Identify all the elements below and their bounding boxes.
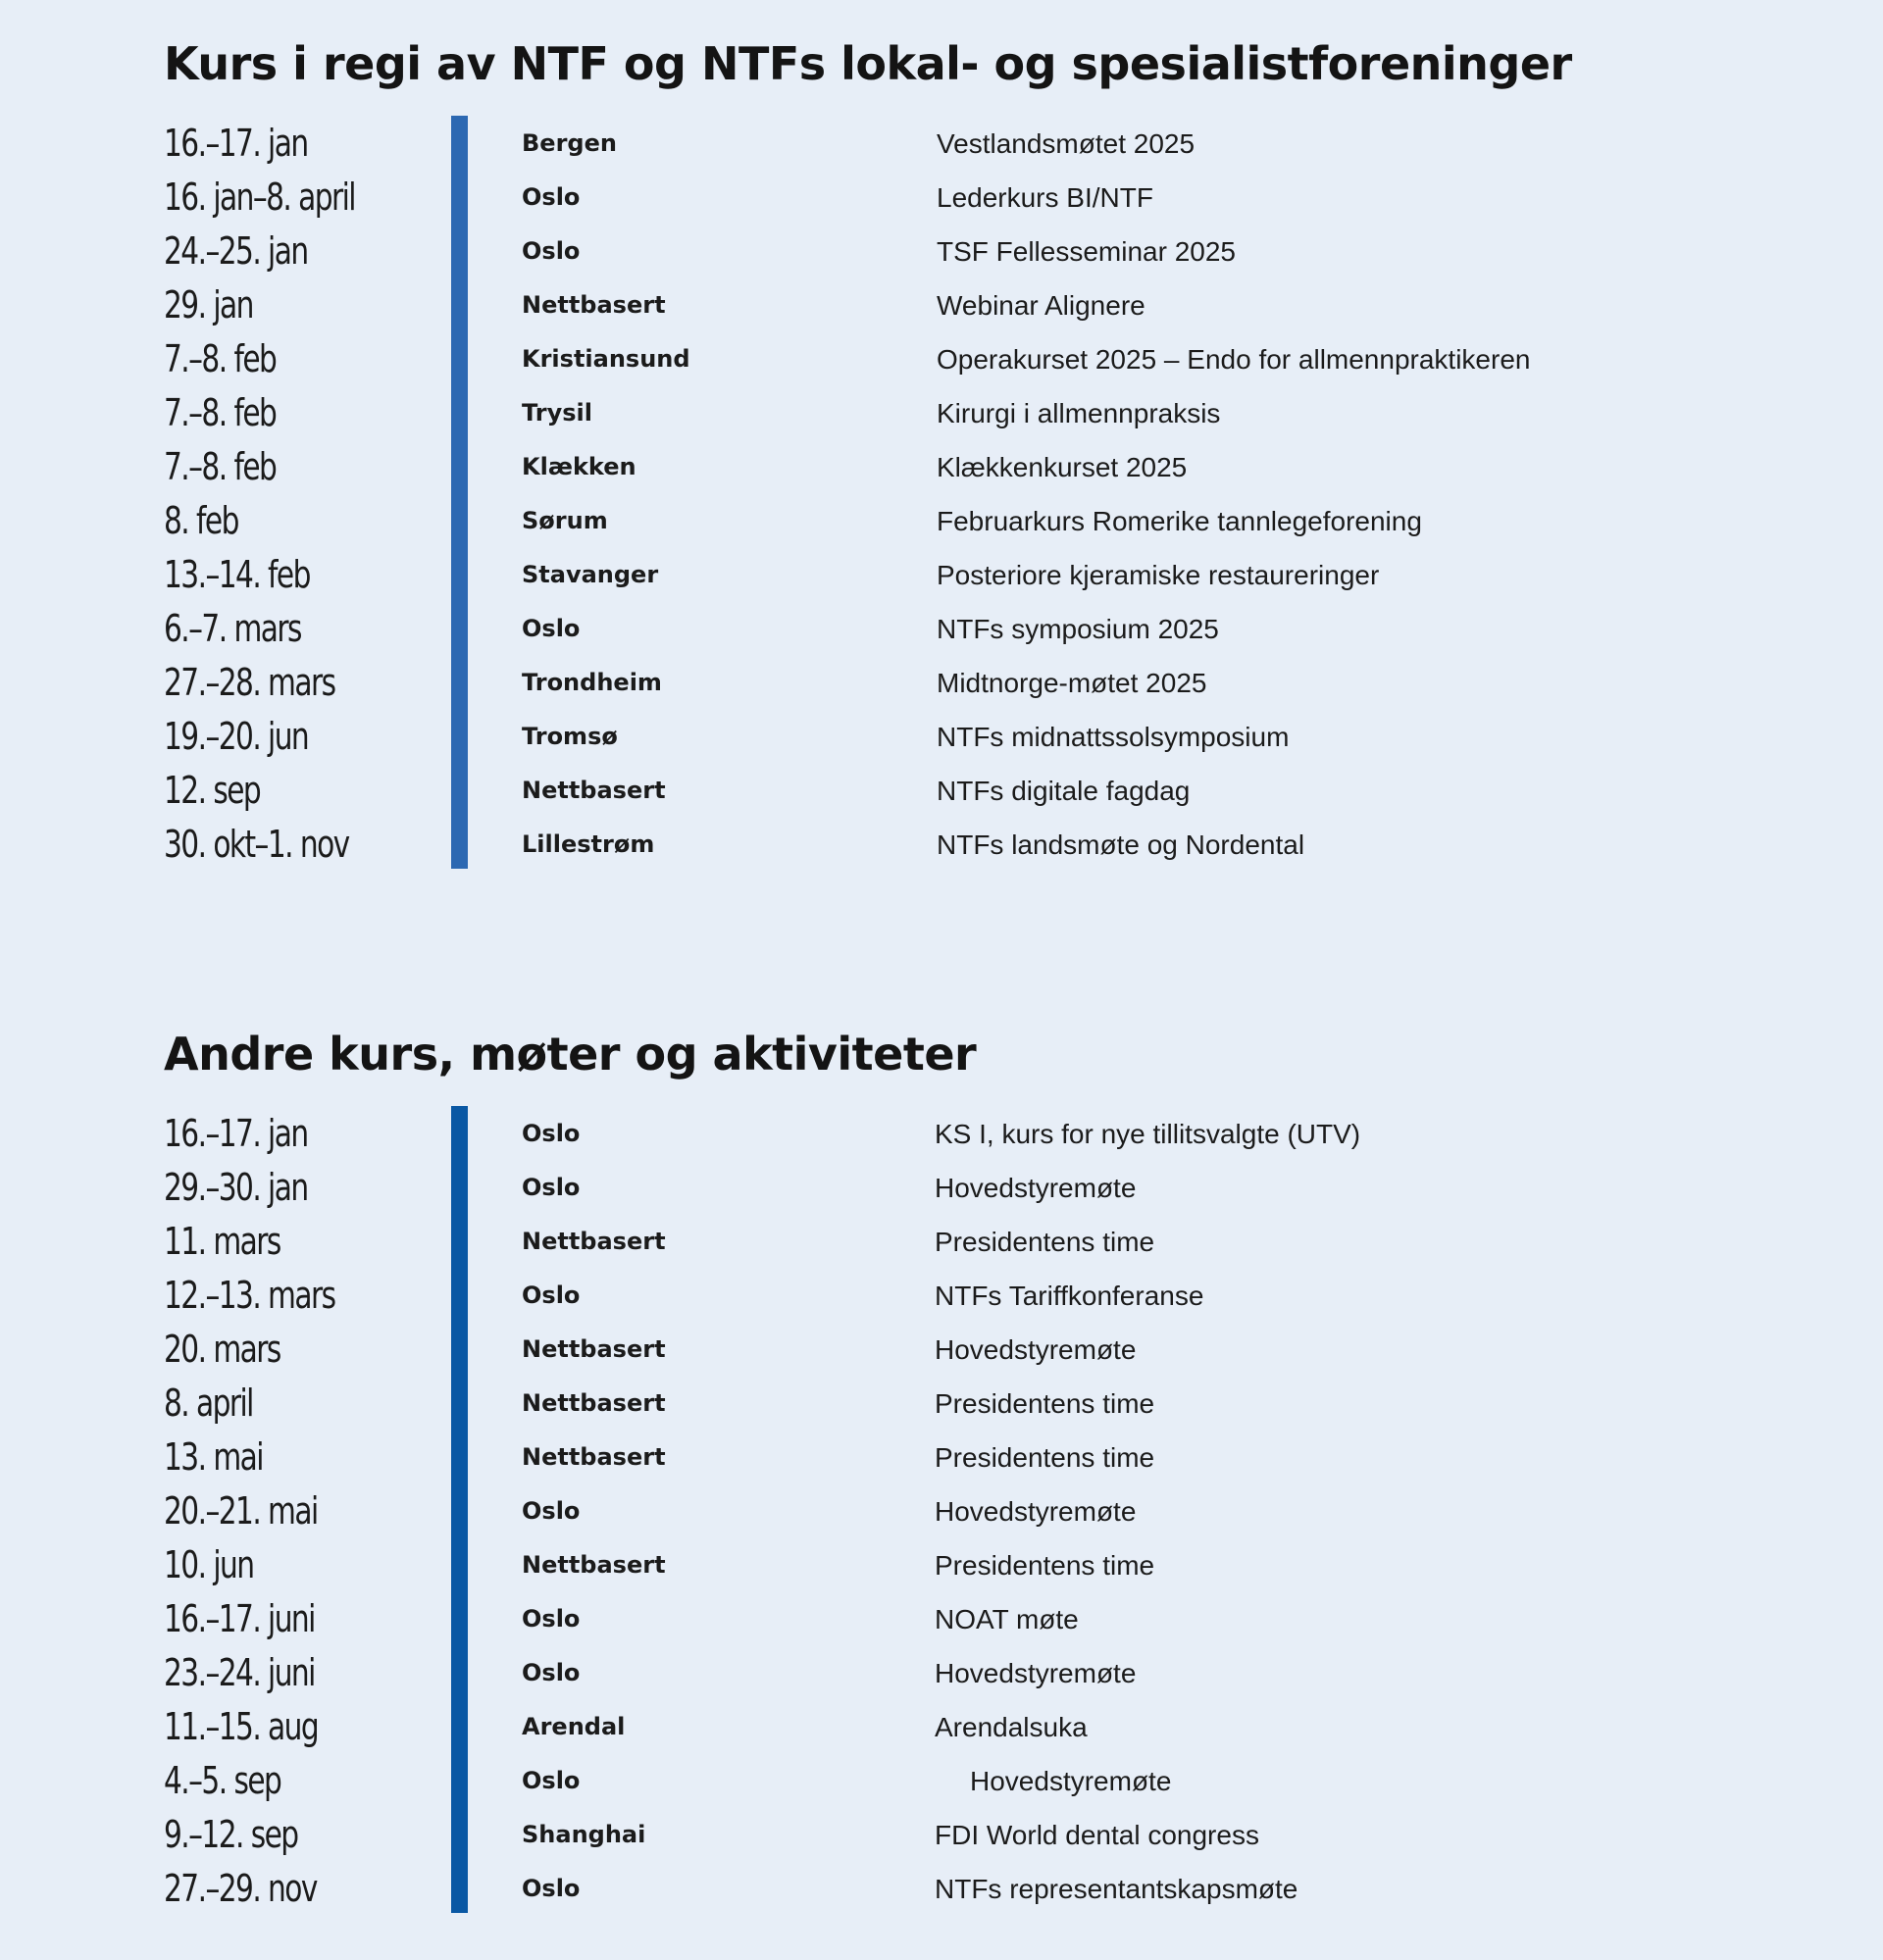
event-title: Februarkurs Romerike tannlegeforening [937,506,1422,536]
list-item [0,1431,1883,1484]
event-title: NTFs landsmøte og Nordental [937,829,1305,860]
event-title: Presidentens time [935,1227,1155,1257]
event-date: 19.–20. jun [164,715,309,758]
event-title: KS I, kurs for nye tillitsvalgte (UTV) [935,1119,1361,1149]
event-title: Hovedstyremøte [935,1496,1137,1527]
event-place: Klækken [522,453,636,480]
list-item [0,386,1883,440]
event-title: Hovedstyremøte [935,1658,1137,1688]
event-date: 6.–7. mars [164,607,301,650]
event-date: 8. feb [164,499,238,542]
event-place: Nettbasert [522,1228,666,1255]
event-date: 29.–30. jan [164,1166,308,1209]
event-date: 16.–17. juni [164,1597,315,1640]
event-date: 16.–17. jan [164,1112,308,1155]
event-place: Tromsø [522,723,618,750]
list-item [0,1808,1883,1862]
list-item [0,1700,1883,1754]
list-item [0,332,1883,386]
list-item [0,548,1883,602]
event-title: NTFs midnattssolsymposium [937,722,1290,752]
event-date: 24.–25. jan [164,229,308,273]
event-place: Trysil [522,399,592,427]
event-date: 12. sep [164,769,261,812]
event-date: 4.–5. sep [164,1759,281,1802]
event-date: 11.–15. aug [164,1705,319,1748]
event-date: 12.–13. mars [164,1274,335,1317]
event-title: Hovedstyremøte [970,1766,1172,1796]
event-date: 27.–29. nov [164,1867,317,1910]
event-place: Nettbasert [522,291,666,319]
event-title: Kirurgi i allmennpraksis [937,398,1221,428]
event-place: Arendal [522,1713,626,1740]
list-item [0,494,1883,548]
section-title: Andre kurs, møter og aktiviteter [164,1028,977,1081]
event-date: 30. okt–1. nov [164,823,349,866]
event-place: Stavanger [522,561,659,588]
event-date: 20. mars [164,1328,280,1371]
event-date: 27.–28. mars [164,661,335,704]
event-title: Presidentens time [935,1550,1155,1581]
section-title: Kurs i regi av NTF og NTFs lokal- og spesialistforeninger [164,37,1572,90]
list-item [0,1377,1883,1431]
list-item [0,278,1883,332]
event-place: Sørum [522,507,608,534]
event-date: 9.–12. sep [164,1813,298,1856]
event-title: TSF Fellesseminar 2025 [937,236,1237,267]
event-title: Vestlandsmøtet 2025 [937,128,1196,159]
list-item [0,1484,1883,1538]
list-item [0,1107,1883,1161]
list-item [0,117,1883,171]
event-title: NTFs Tariffkonferanse [935,1281,1204,1311]
event-title: Midtnorge-møtet 2025 [937,668,1207,698]
event-place: Nettbasert [522,1551,666,1579]
list-item [0,440,1883,494]
list-item [0,602,1883,656]
list-item [0,1161,1883,1215]
event-place: Oslo [522,1174,581,1201]
event-title: Lederkurs BI/NTF [937,182,1153,213]
event-place: Nettbasert [522,1443,666,1471]
event-date: 29. jan [164,283,253,327]
event-place: Nettbasert [522,1389,666,1417]
list-item [0,225,1883,278]
event-date: 16. jan–8. april [164,176,355,219]
event-place: Trondheim [522,669,662,696]
event-place: Oslo [522,1659,581,1686]
event-date: 23.–24. juni [164,1651,315,1694]
list-item [0,1754,1883,1808]
list-item [0,1646,1883,1700]
event-date: 20.–21. mai [164,1489,318,1533]
event-title: Posteriore kjeramiske restaureringer [937,560,1380,590]
event-title: FDI World dental congress [935,1820,1259,1850]
event-place: Oslo [522,1875,581,1902]
list-item [0,1323,1883,1377]
event-place: Oslo [522,183,581,211]
event-place: Oslo [522,237,581,265]
event-place: Shanghai [522,1821,646,1848]
list-item [0,171,1883,225]
event-title: Webinar Alignere [937,290,1145,321]
event-title: NTFs symposium 2025 [937,614,1219,644]
list-item [0,1862,1883,1916]
event-title: Presidentens time [935,1442,1155,1473]
event-title: Arendalsuka [935,1712,1088,1742]
list-item [0,764,1883,818]
event-title: Hovedstyremøte [935,1334,1137,1365]
list-item [0,1592,1883,1646]
list-item [0,818,1883,872]
event-place: Lillestrøm [522,830,655,858]
list-item [0,1538,1883,1592]
event-title: NTFs digitale fagdag [937,776,1191,806]
event-date: 13.–14. feb [164,553,310,596]
event-date: 7.–8. feb [164,337,277,380]
event-date: 8. april [164,1382,253,1425]
event-title: Hovedstyremøte [935,1173,1137,1203]
list-item [0,656,1883,710]
event-date: 7.–8. feb [164,391,277,434]
event-place: Oslo [522,615,581,642]
event-place: Bergen [522,129,617,157]
event-title: NOAT møte [935,1604,1079,1634]
event-place: Oslo [522,1497,581,1525]
event-date: 7.–8. feb [164,445,277,488]
event-title: Operakurset 2025 – Endo for allmennpraktikeren [937,344,1531,375]
event-date: 13. mai [164,1435,263,1479]
event-place: Oslo [522,1120,581,1147]
list-item [0,710,1883,764]
event-place: Nettbasert [522,777,666,804]
event-place: Oslo [522,1767,581,1794]
event-date: 11. mars [164,1220,280,1263]
event-date: 16.–17. jan [164,122,308,165]
list-item [0,1269,1883,1323]
event-title: Klækkenkurset 2025 [937,452,1188,482]
event-title: NTFs representantskapsmøte [935,1874,1298,1904]
list-item [0,1215,1883,1269]
event-place: Nettbasert [522,1335,666,1363]
event-place: Oslo [522,1605,581,1633]
event-place: Oslo [522,1282,581,1309]
event-place: Kristiansund [522,345,690,373]
event-date: 10. jun [164,1543,254,1586]
event-title: Presidentens time [935,1388,1155,1419]
